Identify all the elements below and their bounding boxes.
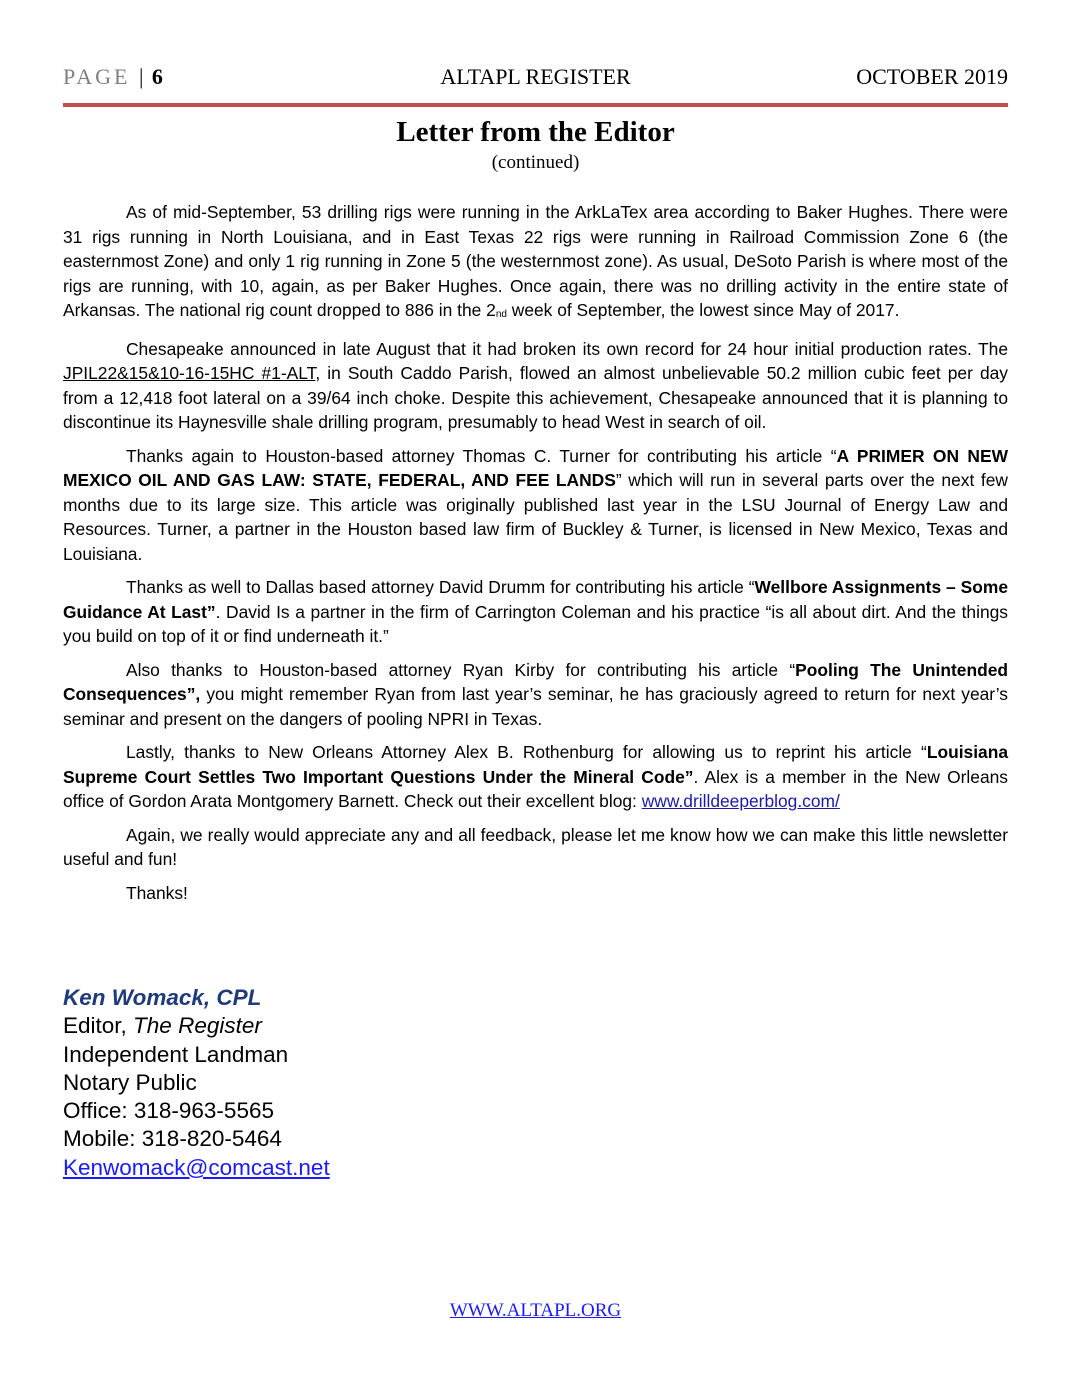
- paragraph-kirby: Also thanks to Houston-based attorney Ryan Kirby for contributing his article “Pooling The Unintended Consequences”, you might remember Ryan from last year’s seminar, he has graciously agreed to return for next year’s seminar and present on the dangers of pooling NPRI in Texas.: [63, 659, 1008, 729]
- header-separator: |: [138, 64, 144, 89]
- article-title-rothenburg: Louisiana Supreme Court Settles Two Important Questions Under the Mineral Code”: [63, 742, 1008, 787]
- article-title-turner: A PRIMER ON NEW MEXICO OIL AND GAS LAW: STATE, FEDERAL, AND FEE LANDS: [63, 445, 1008, 490]
- mobile-phone: Mobile: 318-820-5464: [63, 1126, 282, 1152]
- article-body: [63, 200, 1008, 914]
- article-title-kirby: Pooling The Unintended Consequences”,: [63, 659, 1008, 704]
- paragraph-thanks: Thanks!: [126, 882, 188, 903]
- paragraph-rothenburg: Lastly, thanks to New Orleans Attorney Alex B. Rothenburg for allowing us to reprint his article “Louisiana Supreme Court Settles Two Important Questions Under the Mineral Code”. Alex is a member in the New Orleans office of Gordon Arata Montgomery Barnett. Check out their excellent blog: www.drilldeeperblog.com/: [63, 742, 1008, 811]
- publication-name: ALTAPL REGISTER: [440, 64, 631, 89]
- website-link[interactable]: WWW.ALTAPL.ORG: [449, 1300, 622, 1321]
- editor-signature: [63, 984, 330, 1182]
- article-title-drumm: Wellbore Assignments – Some Guidance At Last”: [63, 577, 1008, 622]
- role-publication: The Register: [133, 1013, 262, 1039]
- page-label-text: PAGE: [63, 64, 131, 89]
- editor-title-landman: Independent Landman: [63, 1041, 289, 1067]
- editor-name: Ken Womack, CPL: [63, 985, 262, 1010]
- paragraph-feedback: Again, we really would appreciate any and all feedback, please let me know how we can make this little newsletter useful and fun!: [63, 824, 1008, 869]
- paragraph-drumm: Thanks as well to Dallas based attorney David Drumm for contributing his article “Wellbore Assignments – Some Guidance At Last”. David Is a partner in the firm of Carrington Coleman and his practice “is all about dirt. And the things you build on top of it or find underneath it.”: [63, 577, 1008, 646]
- issue-date: OCTOBER 2019: [856, 64, 1008, 89]
- article-title: Letter from the Editor: [396, 116, 675, 148]
- article-subtitle: (continued): [491, 152, 580, 173]
- ordinal-suffix: nd: [495, 309, 507, 320]
- office-phone: Office: 318-963-5565: [63, 1098, 274, 1124]
- editor-email-link[interactable]: Kenwomack@comcast.net: [63, 1154, 330, 1180]
- blog-link[interactable]: www.drilldeeperblog.com/: [641, 791, 840, 811]
- editor-title-notary: Notary Public: [63, 1069, 197, 1095]
- page-header: [63, 64, 1008, 94]
- paragraph-turner: Thanks again to Houston-based attorney Thomas C. Turner for contributing his article “A PRIMER ON NEW MEXICO OIL AND GAS LAW: STATE, FEDERAL, AND FEE LANDS” which will run in several parts over the next few months due to its large size. This article was originally published last year in the LSU Journal of Energy Law and Resources. Turner, a partner in the Houston based law firm of Buckley & Turner, is licensed in New Mexico, Texas and Louisiana.: [63, 445, 1008, 564]
- well-name-link[interactable]: JPIL22&15&10-16-15HC #1-ALT: [63, 363, 316, 383]
- paragraph-rig-count: As of mid-September, 53 drilling rigs were running in the ArkLaTex area according to Baker Hughes. There were 31 rigs running in North Louisiana, and in East Texas 22 rigs were running in Railroad Commission Zone 6 (the easternmost Zone) and only 1 rig running in Zone 5 (the westernmost zone). As usual, DeSoto Parish is where most of the rigs are running, with 10, again, as per Baker Hughes. Once again, there was no drilling activity in the entire state of Arkansas. The national rig count dropped to 886 in the $2_{nd}$ week of September, the lowest since May of 2017.: [63, 202, 1008, 320]
- page-number: 6: [151, 64, 163, 89]
- editor-role: Editor, The Register: [63, 1013, 262, 1039]
- header-rule: [63, 103, 1008, 107]
- paragraph-chesapeake: Chesapeake announced in late August that it had broken its own record for 24 hour initial production rates. The JPIL22&15&10-16-15HC #1-ALT, in South Caddo Parish, flowed an almost unbelievable 50.2 million cubic feet per day from a 12,418 foot lateral on a 39/64 inch choke. Despite this achievement, Chesapeake announced that it is planning to discontinue its Haynesville shale drilling program, presumably to head West in search of oil.: [63, 338, 1008, 432]
- page-footer: [0, 1300, 1071, 1322]
